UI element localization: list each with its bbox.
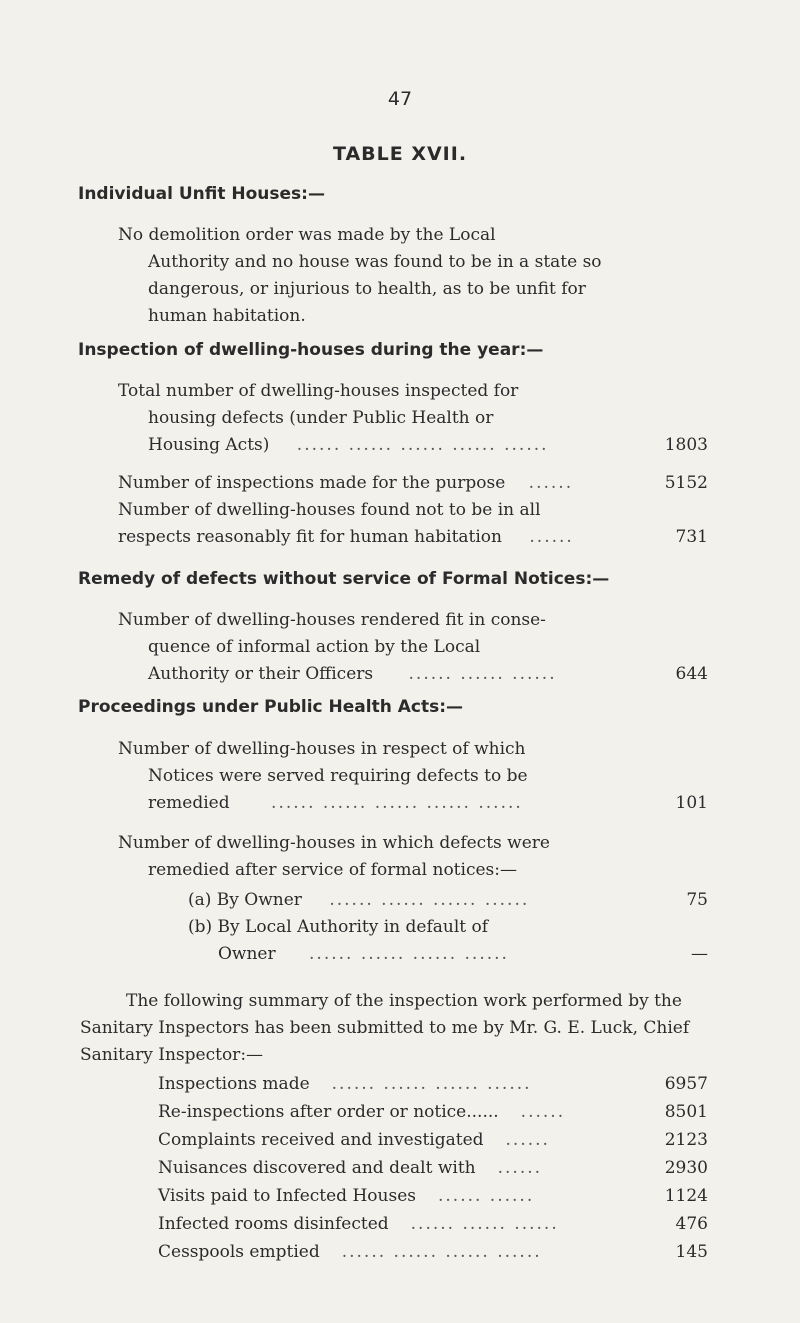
row-label: Number of dwelling-houses in respect of which: [118, 739, 526, 759]
remedy-row: [118, 607, 708, 688]
summary-item: [158, 1211, 708, 1238]
leader-dots: ......: [529, 527, 574, 547]
summary-item-label: Visits paid to Infected Houses: [158, 1186, 416, 1206]
unfit-houses-text: [118, 222, 630, 330]
heading-proceedings: Proceedings under Public Health Acts:—: [78, 697, 464, 717]
summary-item-value: 6957: [664, 1074, 708, 1094]
leader-dots: ......: [528, 473, 574, 493]
summary-item-value: 145: [675, 1242, 708, 1262]
row-label: remedied after service of formal notices:—: [148, 860, 517, 880]
leader-dots: ......: [497, 1158, 543, 1178]
summary-item: [158, 1071, 708, 1098]
summary-item-value: 2123: [664, 1130, 708, 1150]
summary-item-label: Nuisances discovered and dealt with: [158, 1158, 476, 1178]
row-label: Number of dwelling-houses rendered fit in conse-: [118, 610, 546, 630]
row-value: 75: [686, 890, 708, 910]
proceedings-row-owner: [118, 887, 708, 914]
heading-unfit-houses: Individual Unfit Houses:—: [78, 184, 325, 204]
leader-dots: ......: [520, 1102, 566, 1122]
leader-dots: ...... ......: [437, 1186, 535, 1206]
row-label: Total number of dwelling-houses inspected for: [118, 381, 519, 401]
leader-dots: ...... ...... ...... ......: [309, 944, 509, 964]
heading-remedy: Remedy of defects without service of Formal Notices:—: [78, 569, 610, 589]
row-value: 731: [675, 527, 708, 547]
summary-item-value: 476: [675, 1214, 708, 1234]
summary-item-label: Complaints received and investigated: [158, 1130, 484, 1150]
leader-dots: ...... ...... ......: [408, 664, 557, 684]
row-label: housing defects (under Public Health or: [148, 408, 494, 428]
row-value: 101: [675, 793, 708, 813]
page-number: 47: [387, 88, 413, 110]
summary-item-label: Infected rooms disinfected: [158, 1214, 389, 1234]
row-label: [118, 661, 708, 688]
summary-item: [158, 1127, 708, 1154]
row-label: Notices were served requiring defects to be: [148, 766, 528, 786]
row-label: [118, 524, 708, 551]
row-label-last: Authority or their Officers: [148, 664, 374, 684]
heading-inspection: Inspection of dwelling-houses during the year:—: [78, 340, 544, 360]
proceedings-row-authority: [118, 914, 708, 968]
unfit-text-rest: Authority and no house was found to be in a state so dangerous, or injurious to health, as to be unfit for human habitation.: [148, 252, 602, 326]
leader-dots: ...... ...... ...... ......: [341, 1242, 542, 1262]
row-label-last: Housing Acts): [148, 435, 270, 455]
leader-dots: ...... ...... ......: [410, 1214, 559, 1234]
row-label: (b) By Local Authority in default of: [188, 917, 489, 937]
summary-item-label: Cesspools emptied: [158, 1242, 320, 1262]
row-label-last: remedied: [148, 793, 230, 813]
leader-dots: ...... ...... ...... ......: [331, 1074, 532, 1094]
inspection-row-purpose: [118, 470, 708, 497]
row-value: 644: [675, 664, 708, 684]
summary-item-value: 2930: [664, 1158, 708, 1178]
summary-intro: The following summary of the inspection work performed by the Sanitary Inspectors has been submitted to me by Mr. G. E. Luck, Chief Sanitary Inspector:—: [80, 991, 690, 1065]
summary-item-value: 8501: [664, 1102, 708, 1122]
leader-dots: ......: [505, 1130, 550, 1150]
summary-item: [158, 1099, 708, 1126]
row-label: Number of inspections made for the purpose: [118, 473, 506, 493]
summary-item-value: 1124: [664, 1186, 708, 1206]
summary-item: [158, 1155, 708, 1182]
inspection-row-total: [118, 378, 708, 459]
leader-dots: ...... ...... ...... ...... ......: [296, 435, 549, 455]
row-label-last: Owner: [218, 944, 276, 964]
row-label: [118, 941, 708, 968]
row-value: 5152: [664, 473, 708, 493]
unfit-text-first: No demolition order was made by the Local: [118, 225, 496, 245]
summary-item: [158, 1183, 708, 1210]
leader-dots: ...... ...... ...... ...... ......: [271, 793, 523, 813]
summary-item-label: Inspections made: [158, 1074, 310, 1094]
row-value: —: [691, 944, 708, 964]
leader-dots: ...... ...... ...... ......: [329, 890, 530, 910]
inspection-row-unfit: [118, 497, 708, 551]
row-label: (a) By Owner: [188, 890, 302, 910]
proceedings-row-notices: [118, 736, 708, 817]
row-label-last: respects reasonably fit for human habitation: [118, 527, 502, 547]
row-label: [118, 432, 708, 459]
row-value: 1803: [664, 435, 708, 455]
summary-item-label: Re-inspections after order or notice......: [158, 1102, 499, 1122]
row-label: Number of dwelling-houses found not to be in all: [118, 500, 541, 520]
row-label: quence of informal action by the Local: [148, 637, 481, 657]
table-title: TABLE XVII.: [332, 143, 468, 165]
proceedings-row-remedied: [118, 830, 708, 884]
row-label: Number of dwelling-houses in which defects were: [118, 833, 550, 853]
summary-item: [158, 1239, 708, 1266]
row-label: [118, 790, 708, 817]
